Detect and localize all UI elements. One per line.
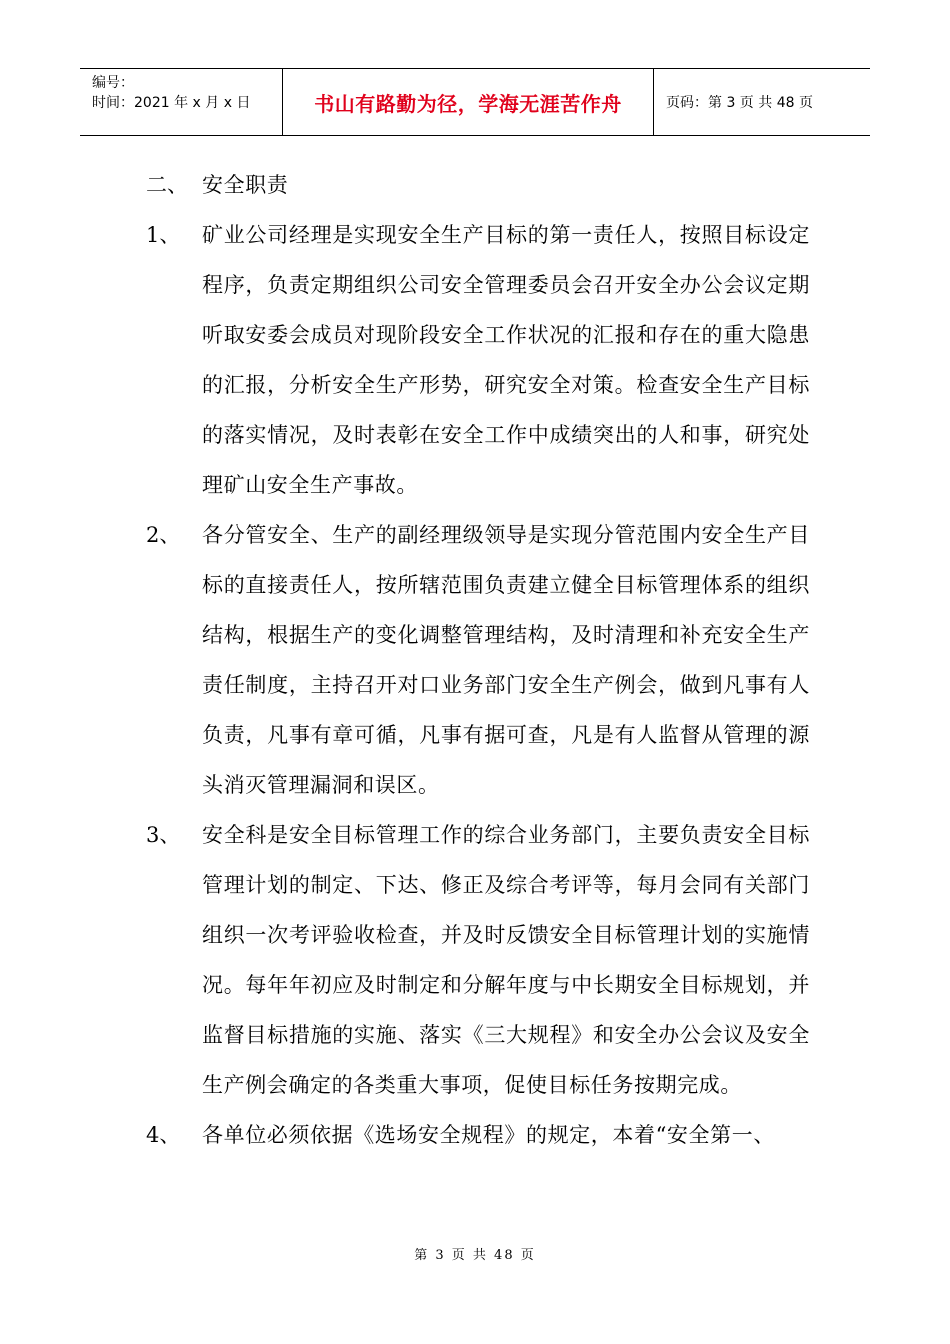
list-item — [0, 810, 950, 1110]
list-item — [0, 210, 950, 510]
header-meta — [80, 69, 282, 135]
header-motto-text: 书山有路勤为径，学海无涯苦作舟 — [314, 91, 622, 116]
header-date-label: 时间：2021 年 x 月 x 日 — [92, 95, 251, 111]
document-body — [0, 160, 950, 1160]
footer-page-number: 第 3 页 共 48 页 — [414, 1248, 536, 1263]
section-heading — [0, 160, 950, 210]
page-footer — [0, 1244, 950, 1263]
section-number: 二、 — [146, 173, 188, 197]
list-item-text: 矿业公司经理是实现安全生产目标的第一责任人，按照目标设定程序，负责定期组织公司安全管理委员会召开安全办公会议定期听取安委会成员对现阶段安全工作状况的汇报和存在的重大隐患的汇报，分析安全生产形势，研究安全对策。检查安全生产目标的落实情况，及时表彰在安全工作中成绩突出的人和事，研究处理矿山安全生产事故。 — [202, 223, 810, 497]
header-page-info — [654, 69, 870, 135]
list-item — [0, 1110, 950, 1160]
list-item-number: 3、 — [146, 823, 181, 847]
list-item-number: 4、 — [146, 1123, 181, 1147]
list-item-text: 各分管安全、生产的副经理级领导是实现分管范围内安全生产目标的直接责任人，按所辖范围负责建立健全目标管理体系的组织结构，根据生产的变化调整管理结构，及时清理和补充安全生产责任制度，主持召开对口业务部门安全生产例会，做到凡事有人负责，凡事有章可循，凡事有据可查，凡是有人监督从管理的源头消灭管理漏洞和误区。 — [202, 523, 810, 797]
section-title: 安全职责 — [202, 173, 289, 197]
list-item-text: 安全科是安全目标管理工作的综合业务部门，主要负责安全目标管理计划的制定、下达、修正及综合考评等，每月会同有关部门组织一次考评验收检查，并及时反馈安全目标管理计划的实施情况。每年年初应及时制定和分解年度与中长期安全目标规划，并监督目标措施的实施、落实《三大规程》和安全办公会议及安全生产例会确定的各类重大事项，促使目标任务按期完成。 — [202, 823, 810, 1097]
list-item-number: 1、 — [146, 223, 181, 247]
header-number-label: 编号： — [92, 75, 134, 91]
list-item — [0, 510, 950, 810]
list-item-text: 各单位必须依据《选场安全规程》的规定，本着“安全第一、 — [202, 1123, 775, 1147]
page-header — [80, 68, 870, 136]
header-motto — [282, 69, 654, 135]
list-item-number: 2、 — [146, 523, 181, 547]
header-page-info-text: 页码：第 3 页 共 48 页 — [666, 95, 813, 111]
